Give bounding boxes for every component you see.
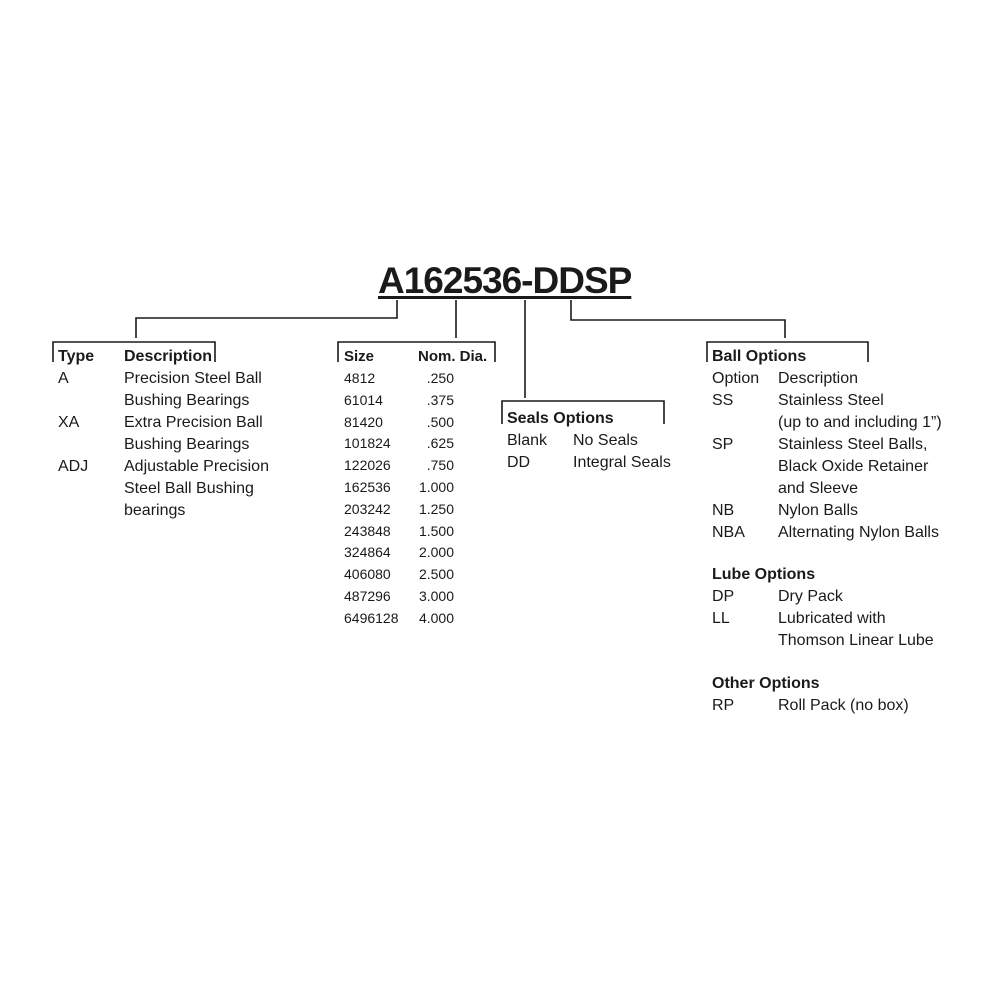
list-item [507, 452, 671, 474]
list-item [712, 522, 942, 544]
ball-code: NB [712, 502, 735, 519]
size-code: 406080 [344, 566, 391, 583]
other-options-list [712, 695, 909, 717]
lube-desc-line: Thomson Linear Lube [778, 632, 934, 649]
other-code: RP [712, 697, 735, 714]
size-code: 487296 [344, 587, 391, 604]
list-item [58, 368, 269, 412]
size-code: 122026 [344, 457, 391, 474]
ball-desc-line: and Sleeve [778, 480, 859, 497]
list-item [507, 430, 671, 452]
type-desc-line: bearings [124, 502, 186, 519]
nom-dia: 1.000 [418, 478, 454, 495]
size-code: 61014 [344, 391, 383, 408]
nom-dia: 1.500 [418, 522, 454, 539]
ball-desc-line: Stainless Steel [778, 392, 884, 409]
list-item [712, 586, 934, 608]
seal-code: DD [507, 454, 531, 471]
table-row [344, 564, 454, 586]
size-code: 4812 [344, 370, 376, 386]
ball-desc-line: (up to and including 1”) [778, 414, 942, 431]
lube-options-header: Lube Options [712, 566, 816, 583]
seal-desc: Integral Seals [573, 454, 671, 471]
list-item [712, 390, 942, 434]
ball-options-list [712, 368, 942, 544]
description-column-label: Description [778, 370, 859, 387]
lube-desc-line: Lubricated with [778, 610, 886, 627]
type-header: Type [58, 348, 95, 365]
type-desc-line: Adjustable Precision [124, 458, 269, 475]
nom-dia: .250 [426, 370, 454, 386]
size-code: 101824 [344, 435, 391, 452]
nom-dia-header: Nom. Dia. [418, 348, 488, 365]
size-code: 324864 [344, 544, 391, 561]
lube-code: LL [712, 610, 730, 627]
other-desc-line: Roll Pack (no box) [778, 697, 909, 714]
nom-dia: 2.000 [418, 544, 454, 561]
list-item [712, 368, 942, 390]
type-code: ADJ [58, 458, 89, 475]
table-row [344, 477, 454, 499]
table-row [344, 433, 454, 455]
list-item [712, 608, 934, 652]
type-desc-line: Bushing Bearings [124, 436, 250, 453]
description-header: Description [124, 348, 213, 365]
table-row [344, 368, 454, 390]
list-item [58, 412, 269, 456]
table-row [344, 586, 454, 608]
lube-code: DP [712, 588, 735, 605]
other-options-header: Other Options [712, 675, 820, 692]
seal-code: Blank [507, 432, 548, 449]
seals-list [507, 430, 671, 474]
nom-dia: .625 [426, 435, 454, 452]
type-desc-line: Bushing Bearings [124, 392, 250, 409]
nom-dia: 4.000 [418, 609, 454, 626]
type-desc-line: Precision Steel Ball [124, 370, 262, 387]
nom-dia: .750 [426, 457, 454, 474]
list-item [712, 695, 909, 717]
list-item [712, 500, 942, 522]
table-row [344, 455, 454, 477]
ball-desc-line: Alternating Nylon Balls [778, 524, 939, 541]
nom-dia: .500 [426, 413, 454, 430]
part-number: A162536-DDSP [378, 260, 632, 301]
size-code: 203242 [344, 500, 391, 517]
list-item [712, 434, 942, 500]
ball-code: SS [712, 392, 734, 409]
ball-desc-line: Nylon Balls [778, 502, 859, 519]
size-code: 6496128 [344, 609, 399, 626]
option-column-label: Option [712, 370, 760, 387]
table-row [344, 499, 454, 521]
table-row [344, 390, 454, 412]
table-row [344, 412, 454, 434]
table-row [344, 608, 454, 630]
list-item [58, 456, 269, 522]
connector-type-size [136, 300, 397, 338]
table-row [344, 542, 454, 564]
nom-dia: 1.250 [418, 500, 454, 517]
type-desc-line: Steel Ball Bushing [124, 480, 254, 497]
nom-dia: 2.500 [418, 566, 454, 583]
lube-options-list [712, 586, 934, 652]
ball-options-header: Ball Options [712, 348, 807, 365]
seals-header: Seals Options [507, 410, 614, 427]
type-list [58, 368, 269, 522]
seal-desc: No Seals [573, 432, 638, 449]
ball-desc-line: Stainless Steel Balls, [778, 436, 928, 453]
table-row [344, 521, 454, 543]
type-code: A [58, 370, 69, 387]
size-list [344, 368, 454, 630]
ball-code: SP [712, 436, 734, 453]
size-code: 243848 [344, 522, 391, 539]
size-code: 162536 [344, 478, 391, 495]
nom-dia: 3.000 [418, 587, 454, 604]
type-desc-line: Extra Precision Ball [124, 414, 263, 431]
nom-dia: .375 [426, 391, 454, 408]
size-code: 81420 [344, 413, 383, 430]
size-header: Size [344, 348, 375, 365]
connector-ball [571, 300, 785, 338]
lube-desc-line: Dry Pack [778, 588, 843, 605]
type-code: XA [58, 414, 80, 431]
ball-code: NBA [712, 524, 745, 541]
ball-desc-line: Black Oxide Retainer [778, 458, 929, 475]
